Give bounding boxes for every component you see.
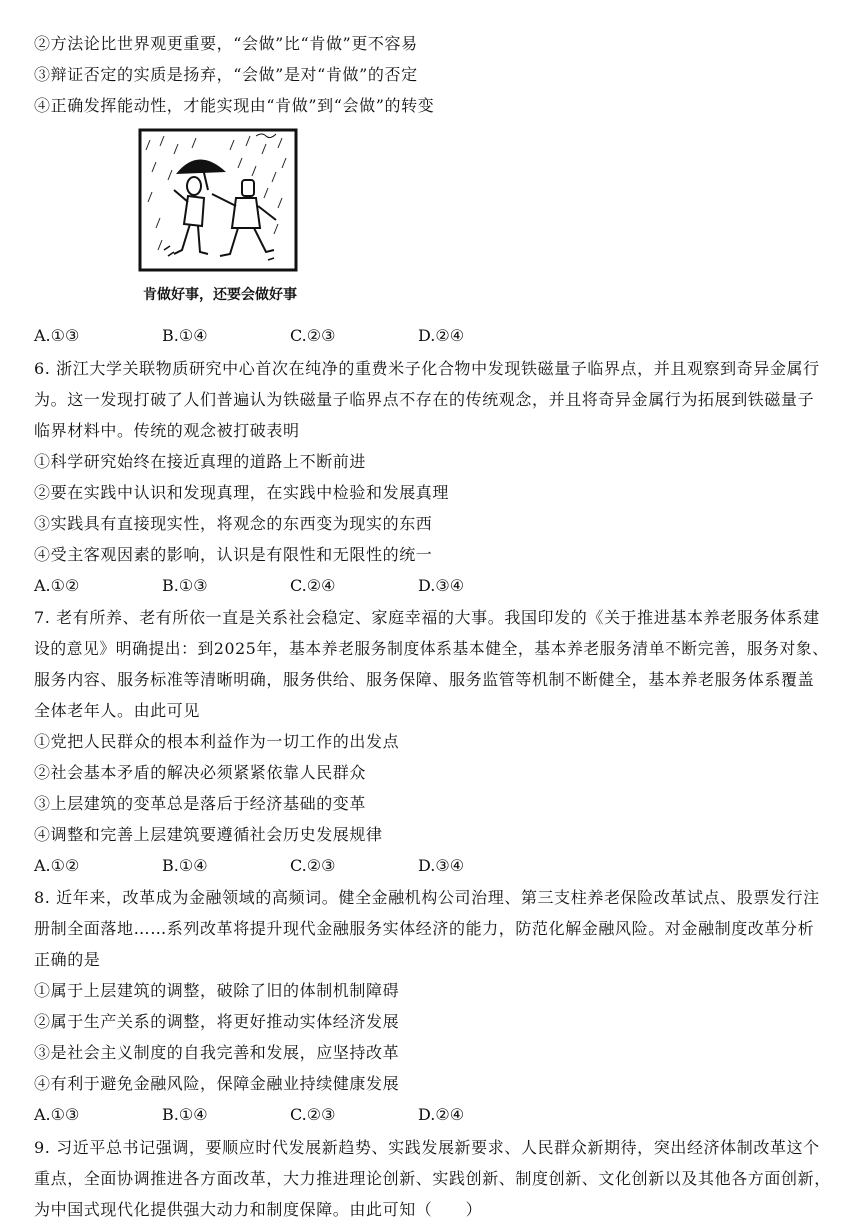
q5-item-4: ④正确发挥能动性，才能实现由“肯做”到“会做”的转变 [34,96,435,115]
q8-item-2: ②属于生产关系的调整，将更好推动实体经济发展 [34,1012,400,1031]
q7-stem-line: 全体老年人。由此可见 [34,701,201,720]
cartoon-caption: 肯做好事，还要会做好事 [143,287,297,303]
q8-option-a[interactable]: A.①③ [34,1105,80,1124]
cartoon-illustration [138,128,298,272]
q6-item-4: ④受主客观因素的影响，认识是有限性和无限性的统一 [34,545,433,564]
q6-option-c[interactable]: C.②④ [290,576,336,595]
q6-option-a[interactable]: A.①② [34,576,80,595]
q6-item-2: ②要在实践中认识和发现真理，在实践中检验和发展真理 [34,483,450,502]
q7-item-3: ③上层建筑的变革总是落后于经济基础的变革 [34,794,367,813]
q8-item-4: ④有利于避免金融风险，保障金融业持续健康发展 [34,1074,400,1093]
q7-item-1: ①党把人民群众的根本利益作为一切工作的出发点 [34,732,400,751]
q5-item-3: ③辩证否定的实质是扬弃，“会做”是对“肯做”的否定 [34,65,418,84]
q5-item-2: ②方法论比世界观更重要，“会做”比“肯做”更不容易 [34,34,418,53]
q6-stem-line: 6. 浙江大学关联物质研究中心首次在纯净的重费米子化合物中发现铁磁量子临界点，并且观察到奇异金属行 [34,359,820,378]
q8-stem-line: 8. 近年来，改革成为金融领域的高频词。健全金融机构公司治理、第三支柱养老保险改革试点、股票发行注 [34,888,820,907]
q8-item-1: ①属于上层建筑的调整，破除了旧的体制机制障碍 [34,981,400,1000]
q9-stem-line: 为中国式现代化提供强大动力和制度保障。由此可知（ ） [34,1200,483,1219]
q5-option-d[interactable]: D.②④ [418,326,465,345]
q6-stem-line: 为。这一发现打破了人们普遍认为铁磁量子临界点不存在的传统观念，并且将奇异金属行为拓展到铁磁量子 [34,390,815,409]
q8-item-3: ③是社会主义制度的自我完善和发展，应坚持改革 [34,1043,400,1062]
q8-option-d[interactable]: D.②④ [418,1105,465,1124]
q7-stem-line: 服务内容、服务标准等清晰明确，服务供给、服务保障、服务监管等机制不断健全，基本养老服务体系覆盖 [34,670,815,689]
q7-option-c[interactable]: C.②③ [290,856,336,875]
q8-stem-line: 册制全面落地……系列改革将提升现代金融服务实体经济的能力，防范化解金融风险。对金融制度改革分析 [34,919,815,938]
q7-stem-line: 7. 老有所养、老有所依一直是关系社会稳定、家庭幸福的大事。我国印发的《关于推进基本养老服务体系建 [34,608,820,627]
q5-option-b[interactable]: B.①④ [162,326,208,345]
q7-option-d[interactable]: D.③④ [418,856,465,875]
q8-option-c[interactable]: C.②③ [290,1105,336,1124]
q6-option-d[interactable]: D.③④ [418,576,465,595]
q7-item-4: ④调整和完善上层建筑要遵循社会历史发展规律 [34,825,383,844]
q7-option-b[interactable]: B.①④ [162,856,208,875]
q6-item-1: ①科学研究始终在接近真理的道路上不断前进 [34,452,367,471]
q8-option-b[interactable]: B.①④ [162,1105,208,1124]
cartoon-two-figures-umbrella-rain-icon [138,128,298,272]
q6-stem-line: 临界材料中。传统的观念被打破表明 [34,421,300,440]
q6-item-3: ③实践具有直接现实性，将观念的东西变为现实的东西 [34,514,433,533]
q5-option-c[interactable]: C.②③ [290,326,336,345]
q7-stem-line: 设的意见》明确提出：到2025年，基本养老服务制度体系基本健全，基本养老服务清单不断完善，服务对象、 [34,639,829,658]
q7-item-2: ②社会基本矛盾的解决必须紧紧依靠人民群众 [34,763,367,782]
q5-option-a[interactable]: A.①③ [34,326,80,345]
q6-option-b[interactable]: B.①③ [162,576,208,595]
q9-stem-line: 9. 习近平总书记强调，要顺应时代发展新趋势、实践发展新要求、人民群众新期待，突出经济体制改革这个 [34,1138,820,1157]
q8-stem-line: 正确的是 [34,950,101,969]
q9-stem-line: 重点，全面协调推进各方面改革，大力推进理论创新、实践创新、制度创新、文化创新以及其他各方面创新， [34,1169,831,1188]
q7-option-a[interactable]: A.①② [34,856,80,875]
